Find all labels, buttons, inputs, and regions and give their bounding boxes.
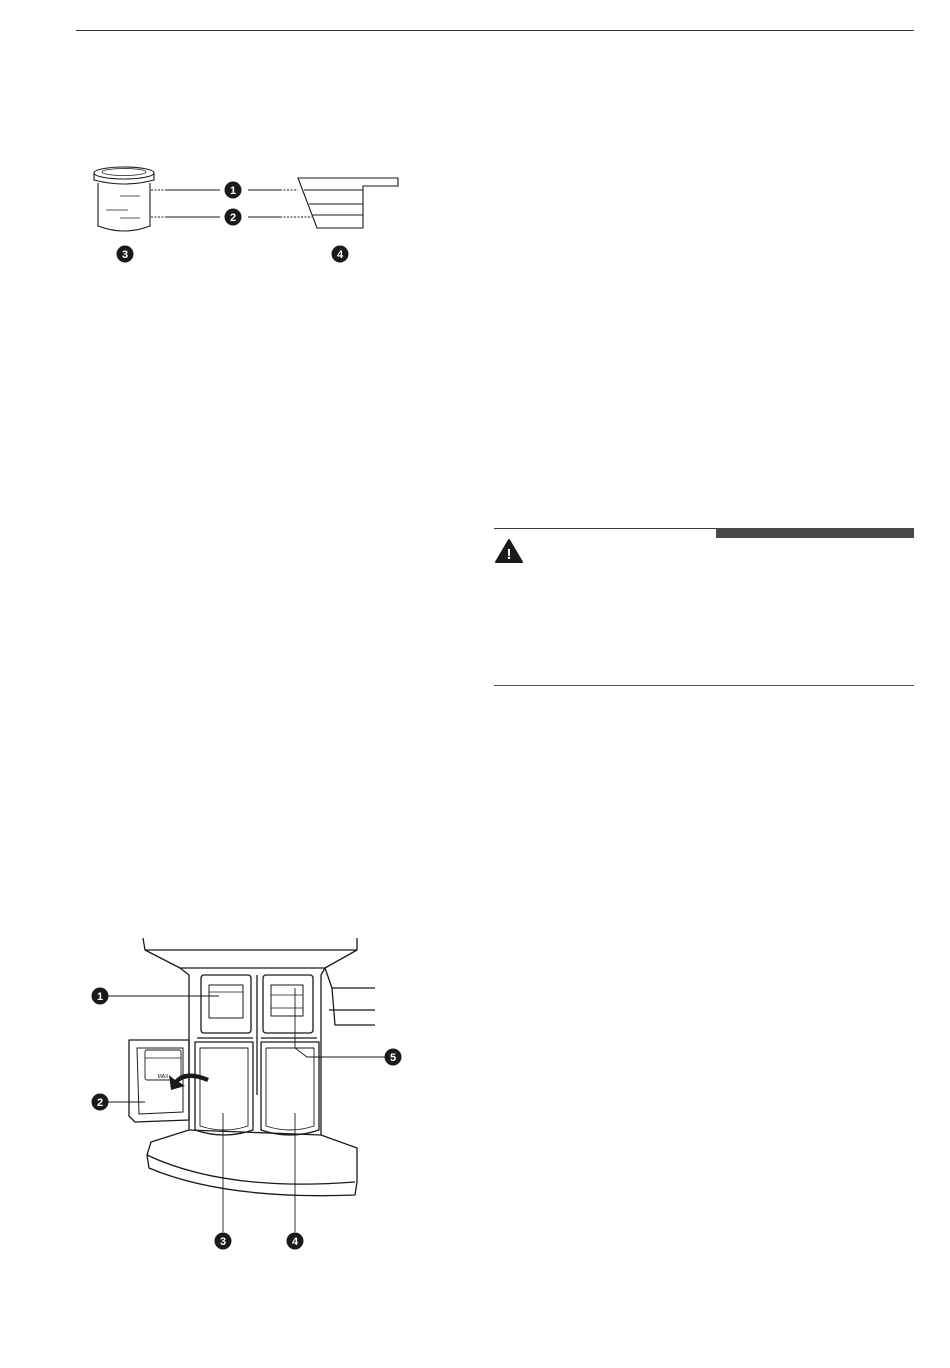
callout-1	[92, 988, 109, 1005]
callout-4	[287, 1233, 304, 1250]
svg-text:4: 4	[291, 1236, 299, 1248]
warning-header-bar	[716, 528, 914, 538]
callout-1	[225, 182, 242, 199]
svg-text:!: !	[506, 546, 512, 563]
svg-text:1: 1	[229, 185, 237, 197]
svg-text:2: 2	[229, 212, 237, 224]
svg-text:3: 3	[219, 1236, 227, 1248]
measuring-cup-drawing	[94, 167, 154, 231]
callout-2	[92, 1094, 109, 1111]
svg-text:MAX: MAX	[157, 1074, 169, 1080]
header-rule	[76, 30, 914, 31]
callout-2	[225, 209, 242, 226]
callout-5	[385, 1049, 402, 1066]
svg-text:3: 3	[121, 249, 129, 261]
svg-text:2: 2	[96, 1097, 104, 1109]
measuring-figure	[80, 150, 420, 275]
svg-text:5: 5	[389, 1052, 397, 1064]
warning-bottom-rule	[494, 685, 914, 686]
warning-triangle-icon	[494, 538, 524, 564]
dispenser-drawing	[129, 938, 375, 1196]
svg-text:1: 1	[96, 991, 104, 1003]
measuring-scoop-drawing	[298, 178, 398, 228]
callout-4	[332, 246, 349, 263]
dispenser-figure	[85, 930, 415, 1255]
callout-3	[117, 246, 134, 263]
callout-3	[215, 1233, 232, 1250]
svg-text:4: 4	[336, 249, 344, 261]
